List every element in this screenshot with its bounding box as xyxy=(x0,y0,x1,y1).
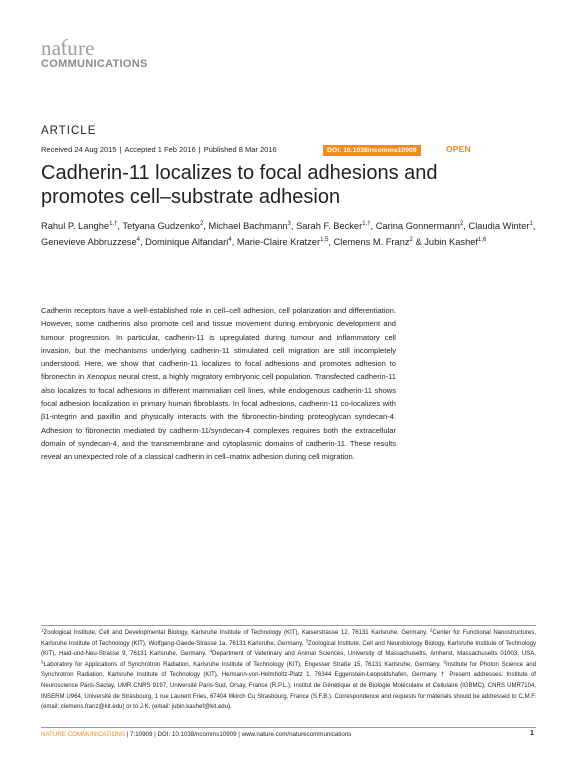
affiliation-number: 1 xyxy=(41,627,44,633)
author-affiliation-sup: 1,† xyxy=(109,221,118,227)
affiliation-text: Department of Veterinary and Animal Sciences, University of Massachusetts, Amherst, Massachusetts 01003, USA. xyxy=(211,651,536,658)
author xyxy=(208,221,290,231)
affiliation-number: 6 xyxy=(443,659,447,665)
page-footer xyxy=(41,730,351,739)
author xyxy=(468,221,532,231)
author xyxy=(41,221,117,231)
article-title: Cadherin-11 localizes to focal adhesions and promotes cell–substrate adhesion xyxy=(41,162,438,208)
author-name: Genevieve Abbruzzese xyxy=(41,236,137,247)
author-list: Rahul P. Langhe$^{1,\dagger}$, Tetyana Gudzenko$^2$, Michael Bachmann$^3$, Sarah F. Becker$^{1,\dagger}$, Carina Gonnermann$^2$, Claudia Winter$^1$, Genevieve Abbruzzese$^4$, Dominique Alfandari$^4$, Marie-Claire Kratzer$^{1,5}$, Clemens M. Franz$^2$ & Jubin Kashef$^{1,6}$ xyxy=(41,221,536,247)
affiliation-text: † Present addresses: Institute of Neuroscience Paris-Saclay, UMR CNRS 9197, Université Paris-Sud, Orsay, France (R.P.L.); Institut de Génétique et de Biologie Moléculaire et Cellulaire (IGBMC), CNRS UMR7104, INSERM U964, Université de Strasbourg, 1 rue Laurent Fries, 67404 Illkirch Cu Strasbourg, France (S.F.B.). Correspondence and requests for materials should be addressed to C.M.F. (email: clemens.franz@kit.edu) or to J.K. (email: jubin.kashef@kit.edu). xyxy=(41,672,536,711)
affiliation-text: Zoological Institute, Cell and Developmental Biology, Karlsruhe Institute of Technology (KIT), Kaiserstrasse 12, 76131 Karlsruhe, Germany. xyxy=(43,630,428,636)
doi-badge[interactable]: DOI: 10.1038/ncomms10909 xyxy=(323,145,421,156)
author-name: Dominique Alfandari xyxy=(145,236,229,247)
author-name: Clemens M. Franz xyxy=(333,236,410,247)
author-affiliation-sup: 1,6 xyxy=(478,236,487,243)
author xyxy=(145,237,232,247)
abstract-text-part1: Cadherin receptors have a well-established role in cell–cell adhesion, cell polarization and differentiation. However, some cadherins also promote cell and tissue movement during embryonic development and tumour progression. In particular, cadherin-11 is upregulated during tumour and inflammatory cell invasion, but the mechanisms underlying cadherin-11 stimulated cell migration are still incompletely understood. Here, we show that cadherin-11 localizes to focal adhesions and promotes adhesion to fibronectin in xyxy=(41,306,396,382)
abstract xyxy=(41,304,396,464)
abstract-italic-species: Xenopus xyxy=(86,372,117,382)
footer-citation: | 7:10909 | DOI: 10.1038/ncomms10909 | www.nature.com/naturecommunications xyxy=(125,731,352,738)
author-name: Marie-Claire Kratzer xyxy=(236,236,321,247)
open-access-label: OPEN xyxy=(446,144,471,154)
author xyxy=(122,221,203,231)
page-number: 1 xyxy=(530,730,534,737)
affiliation-number: 4 xyxy=(209,648,212,654)
author xyxy=(424,237,486,247)
author-affiliation-sup: 2 xyxy=(409,236,413,243)
footer-journal-name: NATURE COMMUNICATIONS xyxy=(41,731,125,738)
affiliation-text: Institute for Photon Science and Synchrotron Radiation, Karlsruhe Institute of Technology (KIT), Hermann-von-Helmholtz-Platz 1, 76344 Eggenstein-Leopoldshafen, Germany. xyxy=(41,661,536,679)
published-date: Published 8 Mar 2016 xyxy=(203,145,277,154)
logo-communications-text: COMMUNICATIONS xyxy=(41,58,148,70)
accepted-date: Accepted 1 Feb 2016 xyxy=(124,145,196,154)
author-affiliation-sup: 2 xyxy=(199,221,204,227)
author-name: Carina Gonnermann xyxy=(375,221,460,231)
author xyxy=(334,237,413,247)
author-affiliation-sup: 3 xyxy=(287,221,291,227)
publication-dates: Received 24 Aug 2015 | Accepted 1 Feb 2016 | Published 8 Mar 2016 xyxy=(41,145,277,154)
footer-divider xyxy=(41,727,536,728)
author-affiliation-sup: 1 xyxy=(529,221,533,227)
author-name: Michael Bachmann xyxy=(208,221,288,231)
author-affiliation-sup: 2 xyxy=(459,221,464,227)
author-affiliation-sup: 1,† xyxy=(362,221,371,227)
article-type-label: ARTICLE xyxy=(41,125,97,137)
author xyxy=(237,237,329,247)
received-date: Received 24 Aug 2015 xyxy=(41,145,117,154)
affiliation-number: 5 xyxy=(41,659,44,665)
logo-mark-icon xyxy=(61,38,69,46)
author-name: Claudia Winter xyxy=(468,221,530,231)
author-affiliation-sup: 1,5 xyxy=(320,236,329,243)
author-affiliation-sup: 4 xyxy=(228,236,232,243)
affiliations xyxy=(41,628,536,713)
author-affiliation-sup: 4 xyxy=(136,236,140,243)
affiliation-number: 3 xyxy=(305,638,308,644)
affiliation-text: Zoological Institute, Cell and Neurobiology Biology, Karlsruhe Institute of Technology (KIT), Haid-und-Neu-Strasse 9, 76131 Karlsruhe, Germany. xyxy=(41,640,536,658)
author-name: Tetyana Gudzenko xyxy=(122,221,200,231)
author-name: Sarah F. Becker xyxy=(296,221,363,231)
abstract-text-part2: neural crest, a highly migratory embryonic cell population. Transfected cadherin-11 also localizes to focal adhesions in different mammalian cell lines, while endogenous cadherin-11 shows focal adhesion localization in primary human fibroblasts. In focal adhesions, cadherin-11 co-localizes with β1-integrin and paxillin and physically interacts with the fibronectin-binding proteoglycan syndecan-4. Adhesion to fibronectin mediated by cadherin-11/syndecan-4 complexes requires both the extracellular domain of syndecan-4, and the transmembrane and cytoplasmic domains of cadherin-11. These results reveal an unexpected role of a classical cadherin in cell–matrix adhesion during cell migration. xyxy=(41,372,397,462)
author xyxy=(296,221,370,231)
affiliation-text: Laboratory for Applications of Synchrotron Radiation, Karlsruhe Institute of Technology (KIT), Engesser Straße 15, 76131 Karlsruhe, Germany. xyxy=(43,661,441,668)
author xyxy=(41,237,140,247)
author xyxy=(376,221,464,231)
logo-nature-text: nature xyxy=(41,36,95,60)
affiliations-divider xyxy=(41,625,536,626)
affiliation-text: Center for Functional Nanostructures, Karlsruhe Institute of Technology (KIT), Wolfgang-Gaede-Strasse 1a, 76131 Karlsruhe, Germany. xyxy=(41,630,536,647)
journal-logo xyxy=(41,37,181,73)
author-name: Jubin Kashef xyxy=(424,236,479,247)
affiliation-number: 2 xyxy=(430,627,433,633)
author-name: Rahul P. Langhe xyxy=(41,221,110,231)
